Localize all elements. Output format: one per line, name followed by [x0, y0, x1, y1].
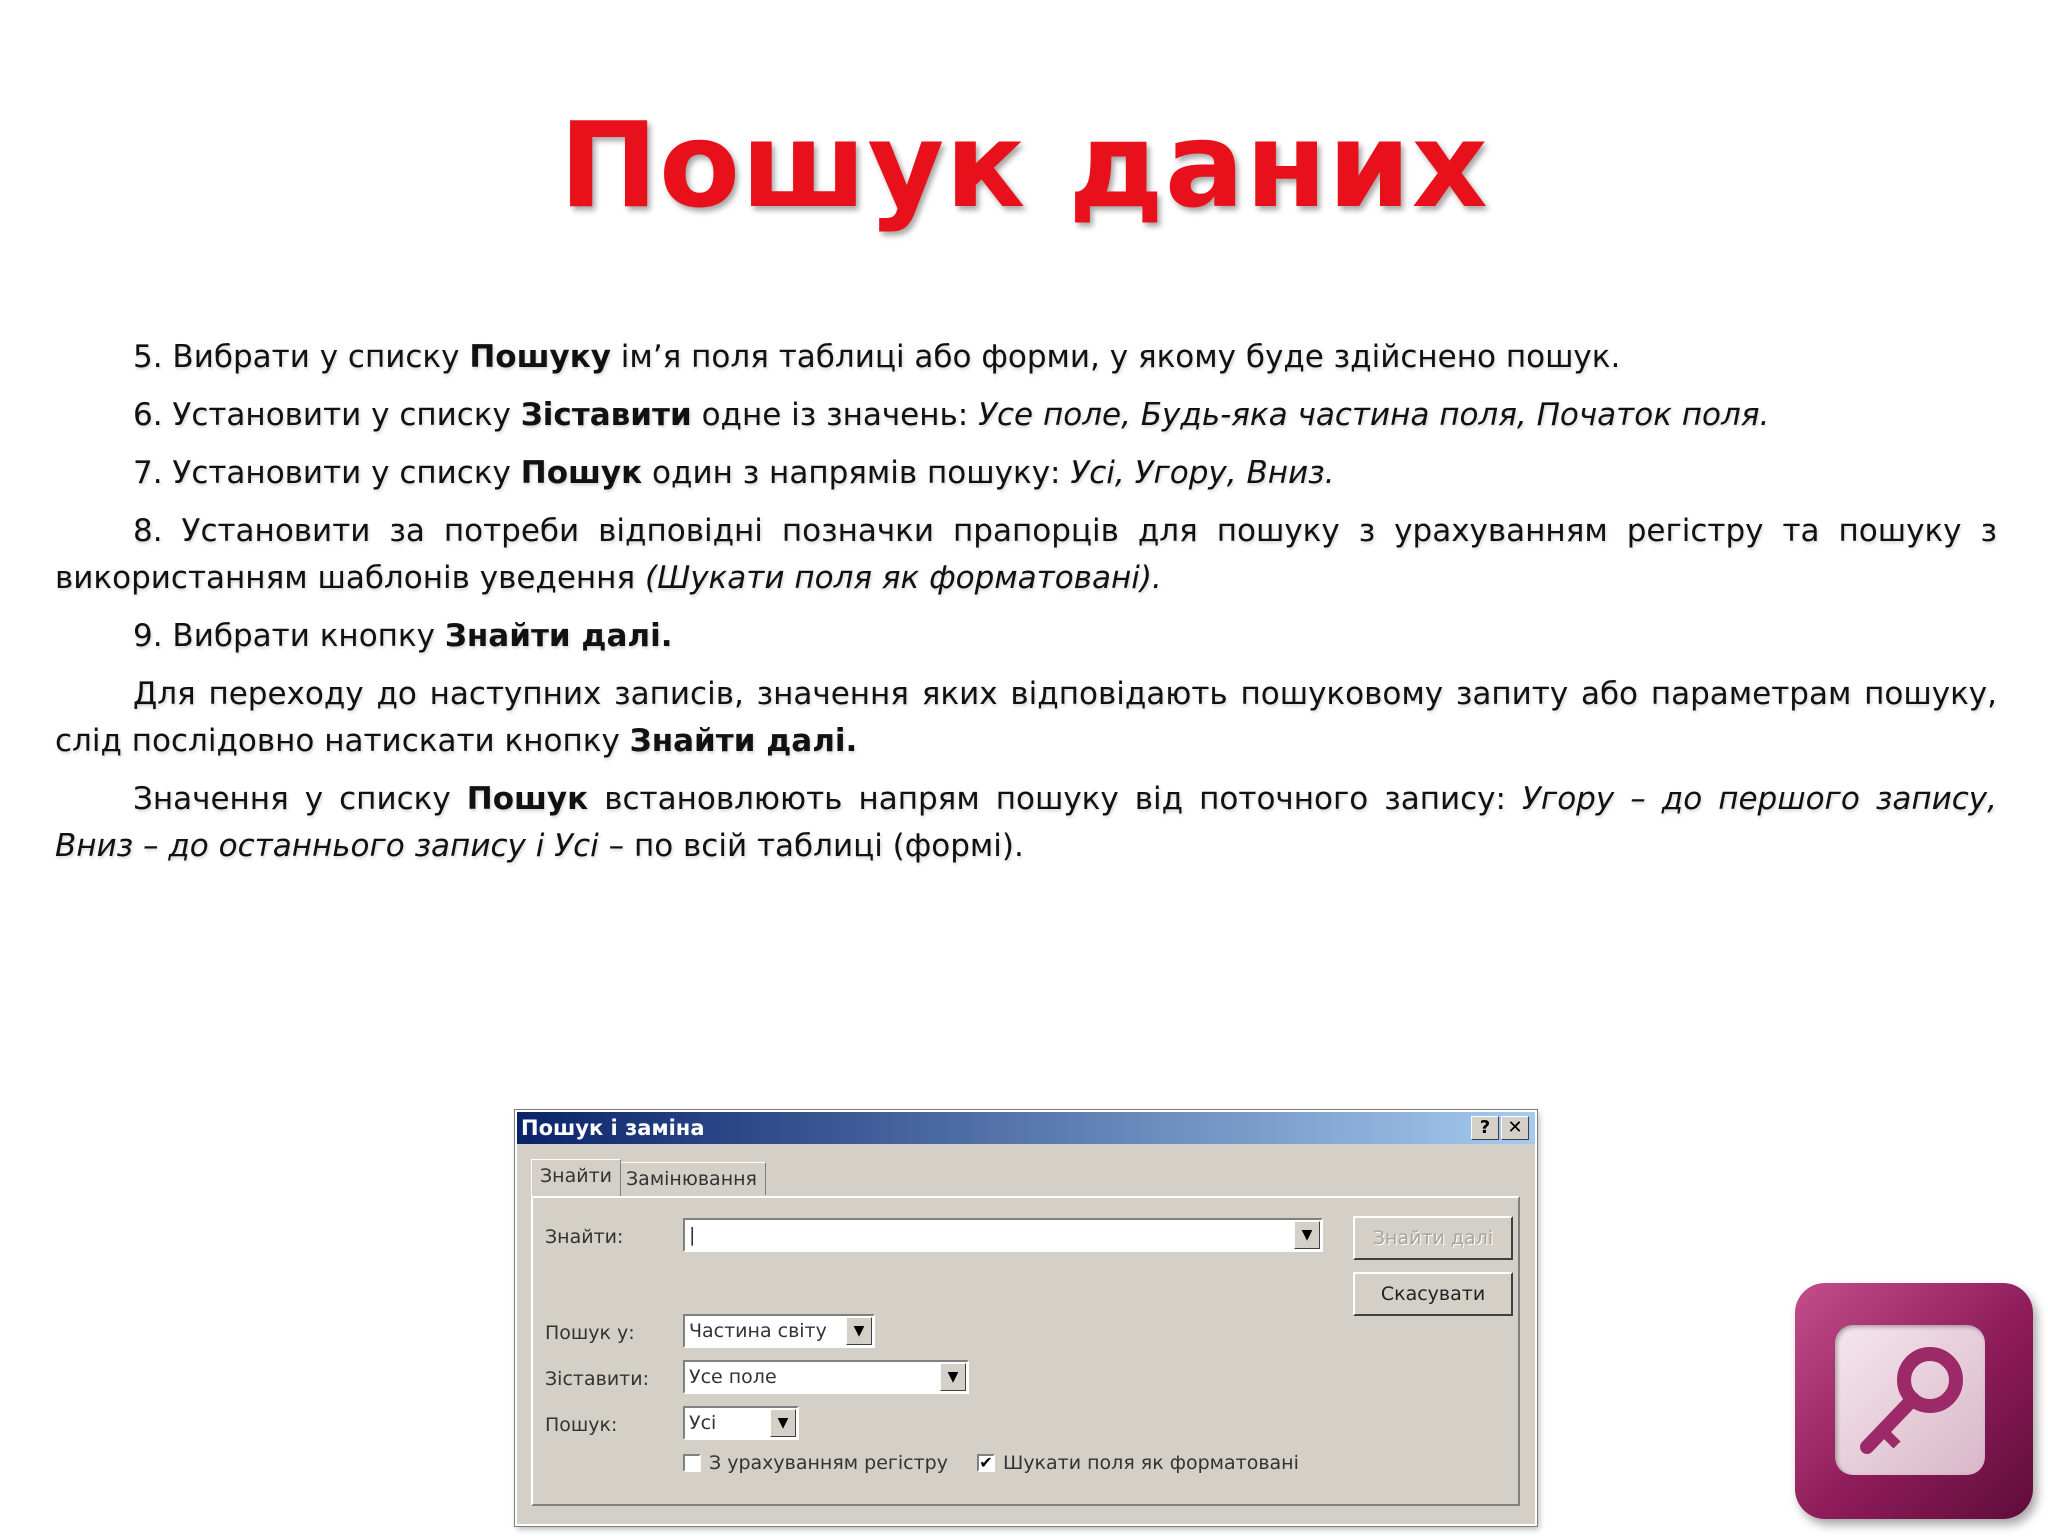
find-panel — [531, 1196, 1520, 1506]
dialog-title: Пошук і заміна — [521, 1116, 705, 1140]
match-label: Зіставити: — [545, 1368, 649, 1390]
ms-access-key-icon — [1795, 1283, 2033, 1519]
step-9: 9. Вибрати кнопку Знайти далі. — [133, 618, 673, 654]
chevron-down-icon[interactable]: ▼ — [940, 1363, 966, 1391]
find-input[interactable]: | ▼ — [683, 1218, 1323, 1252]
close-button[interactable]: ✕ — [1501, 1116, 1529, 1140]
search-direction-select[interactable]: Усі ▼ — [683, 1406, 799, 1440]
match-select[interactable]: Усе поле ▼ — [683, 1360, 969, 1394]
look-in-select[interactable]: Частина світу ▼ — [683, 1314, 875, 1348]
chevron-down-icon[interactable]: ▼ — [846, 1317, 872, 1345]
page-title: Пошук даних — [559, 96, 1489, 234]
dialog-titlebar — [517, 1112, 1535, 1144]
search-formatted-checkbox[interactable]: ✔ — [977, 1454, 995, 1472]
help-button[interactable]: ? — [1471, 1116, 1499, 1140]
icon-face — [1835, 1325, 1985, 1475]
look-in-label: Пошук у: — [545, 1322, 635, 1344]
cancel-button[interactable]: Скасувати — [1353, 1272, 1513, 1316]
find-label: Знайти: — [545, 1226, 624, 1248]
find-next-button[interactable]: Знайти далі — [1353, 1216, 1513, 1260]
step-6: 6. Установити у списку Зіставити одне із значень: Усе поле, Будь-яка частина поля, Початок поля. — [133, 397, 1770, 433]
search-label: Пошук: — [545, 1414, 618, 1436]
chevron-down-icon[interactable]: ▼ — [1294, 1221, 1320, 1249]
match-case-checkbox[interactable] — [683, 1454, 701, 1472]
step-8: 8. Установити за потреби відповідні позначки прапорців для пошуку з урахуванням регістру та пошуку з використанням шаблонів уведення (Шукати поля як форматовані). — [55, 513, 1997, 596]
paragraph-next-records: Для переходу до наступних записів, значення яких відповідають пошуковому запиту або параметрам пошуку, слід послідовно натискати кнопку Знайти далі. — [55, 676, 1997, 759]
tab-replace[interactable]: Замінювання — [617, 1162, 766, 1195]
step-5: 5. Вибрати у списку Пошуку ім’я поля таблиці або форми, у якому буде здійснено пошук. — [133, 339, 1621, 375]
match-case-label[interactable]: З урахуванням регістру — [709, 1452, 948, 1474]
instructions-text — [55, 334, 1997, 881]
key-icon — [1835, 1325, 1985, 1475]
search-formatted-label[interactable]: Шукати поля як форматовані — [1003, 1452, 1299, 1474]
tab-find[interactable]: Знайти — [531, 1159, 621, 1196]
find-replace-dialog — [515, 1110, 1537, 1526]
step-7: 7. Установити у списку Пошук один з напрямів пошуку: Усі, Угору, Вниз. — [133, 455, 1335, 491]
paragraph-search-direction: Значення у списку Пошук встановлюють напрям пошуку від поточного запису: Угору – до першого запису, Вниз – до останнього запису і Усі – по всій таблиці (формі). — [55, 781, 1997, 864]
chevron-down-icon[interactable]: ▼ — [770, 1409, 796, 1437]
